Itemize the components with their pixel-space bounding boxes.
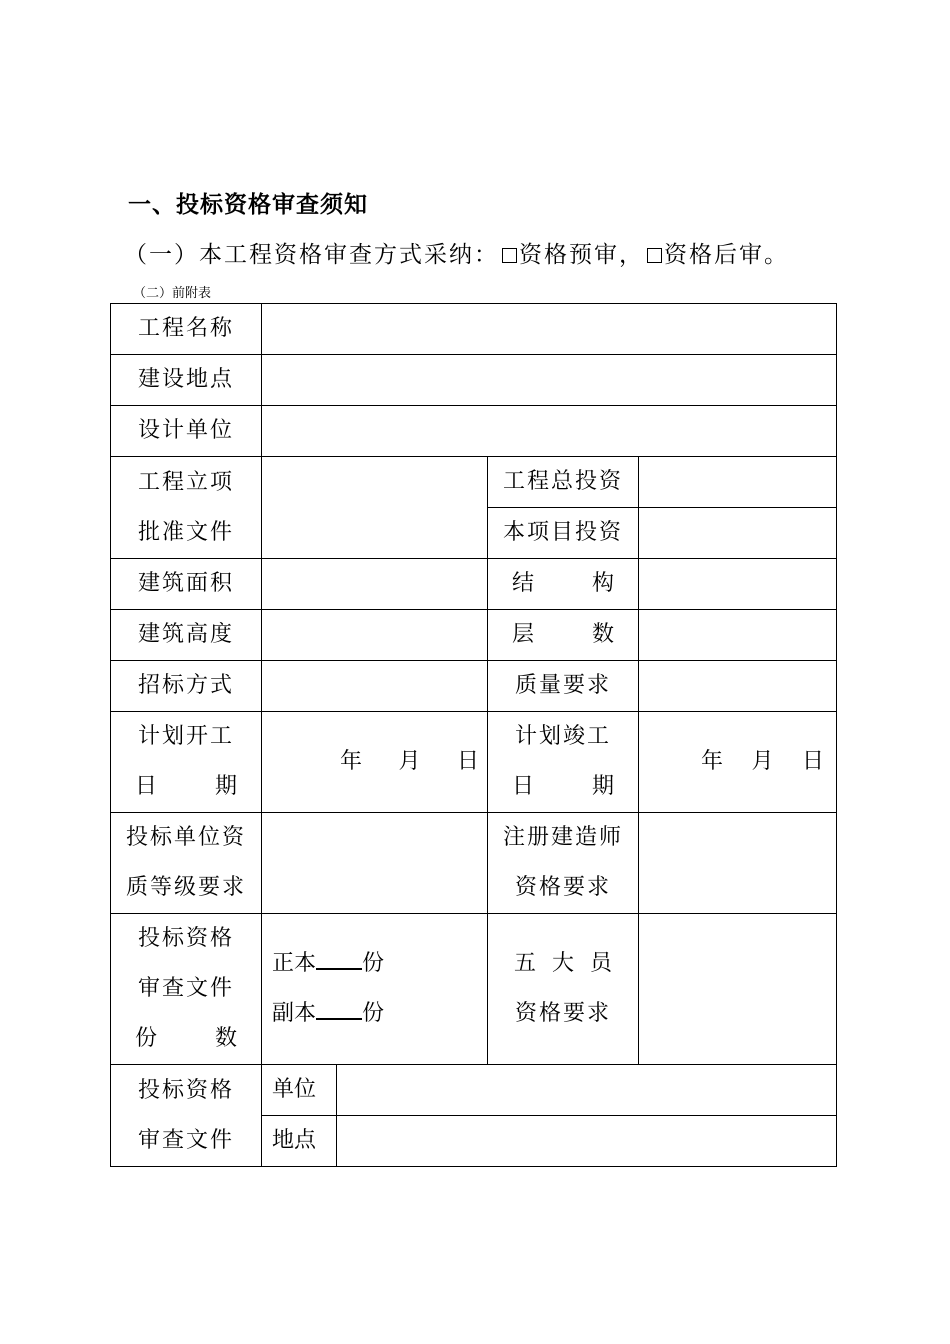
structure-label-a: 结	[512, 571, 535, 596]
end-year-label: 年	[701, 749, 724, 774]
bid-method-label: 招标方式	[111, 661, 262, 712]
five-staff-label	[488, 914, 639, 1065]
review-docs-count-line2: 审查文件	[137, 976, 234, 1001]
total-investment-label: 工程总投资	[488, 457, 639, 508]
end-day-label: 日	[801, 749, 824, 774]
post-qualification-label: 资格后审。	[664, 242, 789, 268]
prequalification-label: 资格预审，	[519, 242, 644, 268]
original-unit: 份	[362, 951, 385, 976]
submission-place-value[interactable]	[337, 1116, 837, 1167]
qualification-level-line2: 质等级要求	[125, 875, 246, 900]
quality-req-label: 质量要求	[488, 661, 639, 712]
five-staff-char-a: 五	[513, 951, 536, 976]
planned-start-line2b: 期	[214, 774, 237, 799]
submission-label-line2: 审查文件	[137, 1127, 234, 1153]
planned-start-date[interactable]	[262, 712, 488, 813]
floors-value[interactable]	[639, 610, 837, 661]
start-year-label: 年	[340, 749, 363, 774]
approval-label	[111, 457, 262, 559]
location-value[interactable]	[262, 355, 837, 406]
approval-value[interactable]	[262, 457, 488, 559]
floors-label-b: 数	[591, 622, 614, 647]
original-count-field[interactable]	[316, 946, 362, 970]
table-row	[111, 406, 837, 457]
five-staff-value[interactable]	[639, 914, 837, 1065]
project-investment-label: 本项目投资	[488, 508, 639, 559]
copies-cell	[262, 914, 488, 1065]
registered-builder-value[interactable]	[639, 813, 837, 914]
planned-end-line2a: 日	[512, 774, 535, 799]
planned-start-line2a: 日	[135, 774, 158, 799]
approval-label-line2: 批准文件	[137, 519, 234, 545]
qualification-level-label	[111, 813, 262, 914]
structure-label	[488, 559, 639, 610]
table-row	[111, 355, 837, 406]
submission-place-label: 地点	[262, 1116, 337, 1167]
submission-unit-label: 单位	[262, 1065, 337, 1116]
original-label: 正本	[272, 951, 317, 976]
building-area-value[interactable]	[262, 559, 488, 610]
table-row	[111, 914, 837, 1065]
table-row	[111, 304, 837, 355]
design-unit-label: 设计单位	[111, 406, 262, 457]
review-docs-count-label	[111, 914, 262, 1065]
bid-method-value[interactable]	[262, 661, 488, 712]
duplicate-count-field[interactable]	[316, 996, 362, 1020]
end-month-label: 月	[751, 749, 774, 774]
project-name-value[interactable]	[262, 304, 837, 355]
floors-label	[488, 610, 639, 661]
registered-builder-line2: 资格要求	[514, 875, 611, 900]
duplicate-copies-line	[272, 989, 487, 1039]
table-row	[111, 661, 837, 712]
planned-start-line1: 计划开工	[137, 724, 234, 749]
five-staff-char-c: 员	[590, 951, 613, 976]
submission-label	[111, 1065, 262, 1167]
total-investment-value[interactable]	[639, 457, 837, 508]
table-row	[111, 610, 837, 661]
five-staff-line2: 资格要求	[514, 1001, 611, 1026]
building-height-label: 建筑高度	[111, 610, 262, 661]
qualification-level-value[interactable]	[262, 813, 488, 914]
table-row	[111, 712, 837, 813]
review-docs-count-line3a: 份	[135, 1026, 158, 1051]
sub-heading: （二）前附表	[133, 286, 212, 301]
design-unit-value[interactable]	[262, 406, 837, 457]
planned-end-line1: 计划竣工	[514, 724, 611, 749]
table-row	[111, 559, 837, 610]
quality-req-value[interactable]	[639, 661, 837, 712]
section-heading: 一、投标资格审查须知	[128, 191, 368, 218]
table-row	[111, 457, 837, 508]
registered-builder-line1: 注册建造师	[502, 825, 623, 850]
registered-builder-label	[488, 813, 639, 914]
review-method-prefix: （一）本工程资格审查方式采纳：	[124, 242, 499, 268]
submission-label-line1: 投标资格	[137, 1077, 234, 1103]
table-row	[111, 813, 837, 914]
duplicate-unit: 份	[362, 1001, 385, 1026]
submission-unit-value[interactable]	[337, 1065, 837, 1116]
project-name-label: 工程名称	[111, 304, 262, 355]
location-label: 建设地点	[111, 355, 262, 406]
qualification-level-line1: 投标单位资	[125, 825, 246, 850]
planned-end-line2b: 期	[591, 774, 614, 799]
review-docs-count-line1: 投标资格	[137, 926, 234, 951]
project-investment-value[interactable]	[639, 508, 837, 559]
approval-label-line1: 工程立项	[137, 469, 234, 495]
original-copies-line	[272, 939, 487, 989]
duplicate-label: 副本	[272, 1001, 317, 1026]
building-height-value[interactable]	[262, 610, 488, 661]
prequalification-checkbox[interactable]	[502, 248, 517, 263]
floors-label-a: 层	[512, 622, 535, 647]
start-month-label: 月	[398, 749, 421, 774]
start-day-label: 日	[456, 749, 479, 774]
planned-end-date[interactable]	[639, 712, 837, 813]
building-area-label: 建筑面积	[111, 559, 262, 610]
review-method-line	[124, 236, 789, 269]
structure-label-b: 构	[591, 571, 614, 596]
data-sheet-table	[110, 303, 837, 1167]
post-qualification-checkbox[interactable]	[647, 248, 662, 263]
table-row	[111, 1065, 837, 1116]
structure-value[interactable]	[639, 559, 837, 610]
planned-start-label	[111, 712, 262, 813]
five-staff-char-b: 大	[551, 951, 574, 976]
planned-end-label	[488, 712, 639, 813]
review-docs-count-line3b: 数	[214, 1026, 237, 1051]
